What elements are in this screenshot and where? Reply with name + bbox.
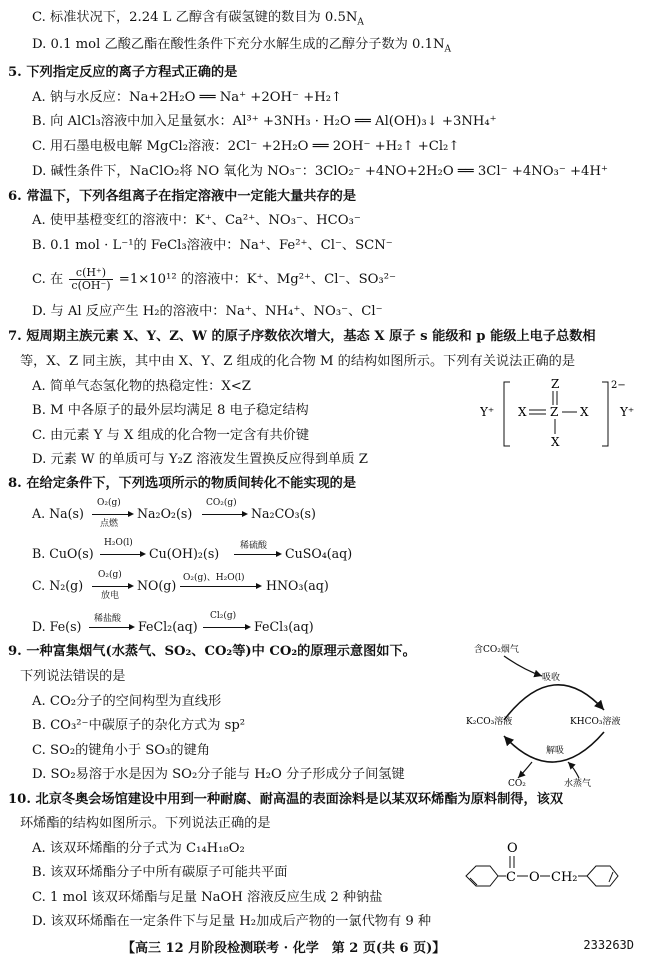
svg-text:C: C [506,870,516,885]
q8d-arrow1 [89,627,133,628]
q8b-start: B. CuO(s) [32,546,94,561]
q8a-cond1-bottom: 点燃 [100,519,119,529]
q10-stem-2: 环烯酯的结构如图所示。下列说法正确的是 [20,816,271,831]
q8a-cond2: CO₂(g) [206,498,237,508]
q8a-start: A. Na(s) [32,506,84,521]
q10-option-a: A. 该双环烯酯的分子式为 C₁₄H₁₈O₂ [32,841,245,856]
absorb-label: 吸收 [542,673,561,683]
y-cation-left: Y⁺ [480,405,495,419]
svg-text:X: X [518,405,527,419]
svg-text:CH₂: CH₂ [551,870,578,885]
q9-cycle-diagram [464,640,644,790]
q5-option-d: D. 碱性条件下，NaClO₂将 NO 氧化为 NO₃⁻：3ClO₂⁻ +4NO+2H₂O ══ 3Cl⁻ +4NO₃⁻ +4H⁺ [32,164,608,179]
k2co3-label: K₂CO₃溶液 [466,717,513,727]
q8d-start: D. Fe(s) [32,619,82,634]
q8c-arrow1 [92,586,132,587]
anion-charge: 2− [611,380,626,391]
q7-option-b: B. M 中各原子的最外层均满足 8 电子稳定结构 [32,403,309,418]
q8c-start: C. N₂(g) [32,578,84,593]
q7-stem-2: 等，X、Z 同主族，其中由 X、Y、Z 组成的化合物 M 的结构如图所示。下列有关说法正确的是 [20,354,576,369]
q8d-cond2: Cl₂(g) [210,611,237,621]
q8d-mid: FeCl₂(aq) [138,619,198,634]
q8d-arrow2 [203,627,249,628]
q7-structure-figure [480,374,645,454]
q8a-arrow1 [92,514,132,515]
q8b-arrow1 [100,554,144,555]
q7-option-a: A. 简单气态氢化物的热稳定性：X<Z [32,379,251,394]
q5-option-c: C. 用石墨电极电解 MgCl₂溶液：2Cl⁻ +2H₂O ══ 2OH⁻ +H₂↑ +Cl₂↑ [32,139,460,154]
fraction-numerator: c(H⁺) [69,267,112,280]
steam-in-label: 水蒸气 [564,779,592,789]
q8a-cond1: O₂(g) [97,498,121,508]
q9-stem-2: 下列说法错误的是 [20,669,126,684]
q10-option-d: D. 该双环烯酯在一定条件下与足量 H₂加成后产物的一氯代物有 9 种 [32,914,432,929]
q7-option-c: C. 由元素 Y 与 X 组成的化合物一定含有共价键 [32,428,310,443]
q5-option-b: B. 向 AlCl₃溶液中加入足量氨水：Al³⁺ +3NH₃ · H₂O ══ Al(OH)₃↓ +3NH₄⁺ [32,114,497,129]
q8b-arrow2 [234,554,280,555]
q6-stem: 6. 常温下，下列各组离子在指定溶液中一定能大量共存的是 [8,189,357,204]
q8c-arrow2 [180,586,260,587]
q8b-cond2: 稀硫酸 [240,541,268,551]
q8c-mid: NO(g) [137,578,177,593]
q10-stem-1: 10. 北京冬奥会场馆建设中用到一种耐腐、耐高温的表面涂料是以某双环烯酯为原料制得，该双 [8,792,564,807]
q10-ester-structure [462,836,642,906]
q6-option-d: D. 与 Al 反应产生 H₂的溶液中：Na⁺、NH₄⁺、NO₃⁻、Cl⁻ [32,304,383,319]
q8d-cond1: 稀盐酸 [94,614,122,624]
flue-gas-label: 含CO₂烟气 [474,645,519,655]
q8c-cond2: O₂(g)、H₂O(l) [183,573,245,583]
q8b-mid: Cu(OH)₂(s) [149,546,220,561]
q8a-arrow2 [202,514,246,515]
svg-text:X: X [551,435,560,449]
q9-option-d: D. SO₂易溶于水是因为 SO₂分子能与 H₂O 分子形成分子间氢键 [32,767,405,782]
q8b-end: CuSO₄(aq) [285,546,353,561]
fraction-denominator: c(OH⁻) [71,279,111,292]
exam-code: 233263D [583,938,634,952]
q7-option-d: D. 元素 W 的单质可与 Y₂Z 溶液发生置换反应得到单质 Z [32,452,368,467]
q9-stem-1: 9. 一种富集烟气(水蒸气、SO₂、CO₂等)中 CO₂的原理示意图如下。 [8,644,416,659]
q9-option-a: A. CO₂分子的空间构型为直线形 [32,694,222,709]
y-cation-right: Y⁺ [620,405,635,419]
svg-text:X: X [580,405,589,419]
co2-out-label: CO₂ [508,779,526,789]
desorb-label: 解吸 [546,746,565,756]
q8a-mid: Na₂O₂(s) [137,506,193,521]
svg-text:Z: Z [551,377,560,391]
q8c-cond1: O₂(g) [98,570,122,580]
q8-stem: 8. 在给定条件下，下列选项所示的物质间转化不能实现的是 [8,476,357,491]
q5-option-a: A. 钠与水反应：Na+2H₂O ══ Na⁺ +2OH⁻ +H₂↑ [32,90,343,105]
q9-option-b: B. CO₃²⁻中碳原子的杂化方式为 sp² [32,718,246,733]
q9-option-c: C. SO₂的键角小于 SO₃的键角 [32,743,210,758]
q6-option-c: C. 在 $\frac{c(H^+)}{c(OH^-)}$ =1×10¹² 的溶液中：K⁺、Mg²⁺、Cl⁻、SO₃²⁻ [32,266,396,292]
q8c-end: HNO₃(aq) [266,578,329,593]
q8a-end: Na₂CO₃(s) [251,506,316,521]
q4-option-c: C. 标准状况下，2.24 L 乙醇含有碳氢键的数目为 $0.5N_A$ [32,10,364,28]
svg-text:O: O [529,870,540,885]
q5-stem: 5. 下列指定反应的离子方程式正确的是 [8,65,238,80]
q8b-cond1: H₂O(l) [104,538,133,548]
svg-text:Z: Z [550,405,559,419]
q4-option-d: D. 0.1 mol 乙酸乙酯在酸性条件下充分水解生成的乙醇分子数为 $0.1N_A$ [32,37,452,55]
q6-option-a: A. 使甲基橙变红的溶液中：K⁺、Ca²⁺、NO₃⁻、HCO₃⁻ [32,213,361,228]
svg-text:O: O [507,841,518,856]
q6-option-b: B. 0.1 mol · L⁻¹的 FeCl₃溶液中：Na⁺、Fe²⁺、Cl⁻、SCN⁻ [32,238,393,253]
q8c-cond1-bottom: 放电 [101,591,120,601]
khco3-label: KHCO₃溶液 [570,717,621,727]
q7-stem-1: 7. 短周期主族元素 X、Y、Z、W 的原子序数依次增大，基态 X 原子 s 能级和 p 能级上电子总数相 [8,329,596,344]
q10-option-b: B. 该双环烯酯分子中所有碳原子可能共平面 [32,865,288,880]
q8d-end: FeCl₃(aq) [254,619,314,634]
page-footer: 【高三 12 月阶段检测联考 · 化学 第 2 页(共 6 页)】 [122,941,446,956]
q10-option-c: C. 1 mol 该双环烯酯与足量 NaOH 溶液反应生成 2 种钠盐 [32,890,383,905]
